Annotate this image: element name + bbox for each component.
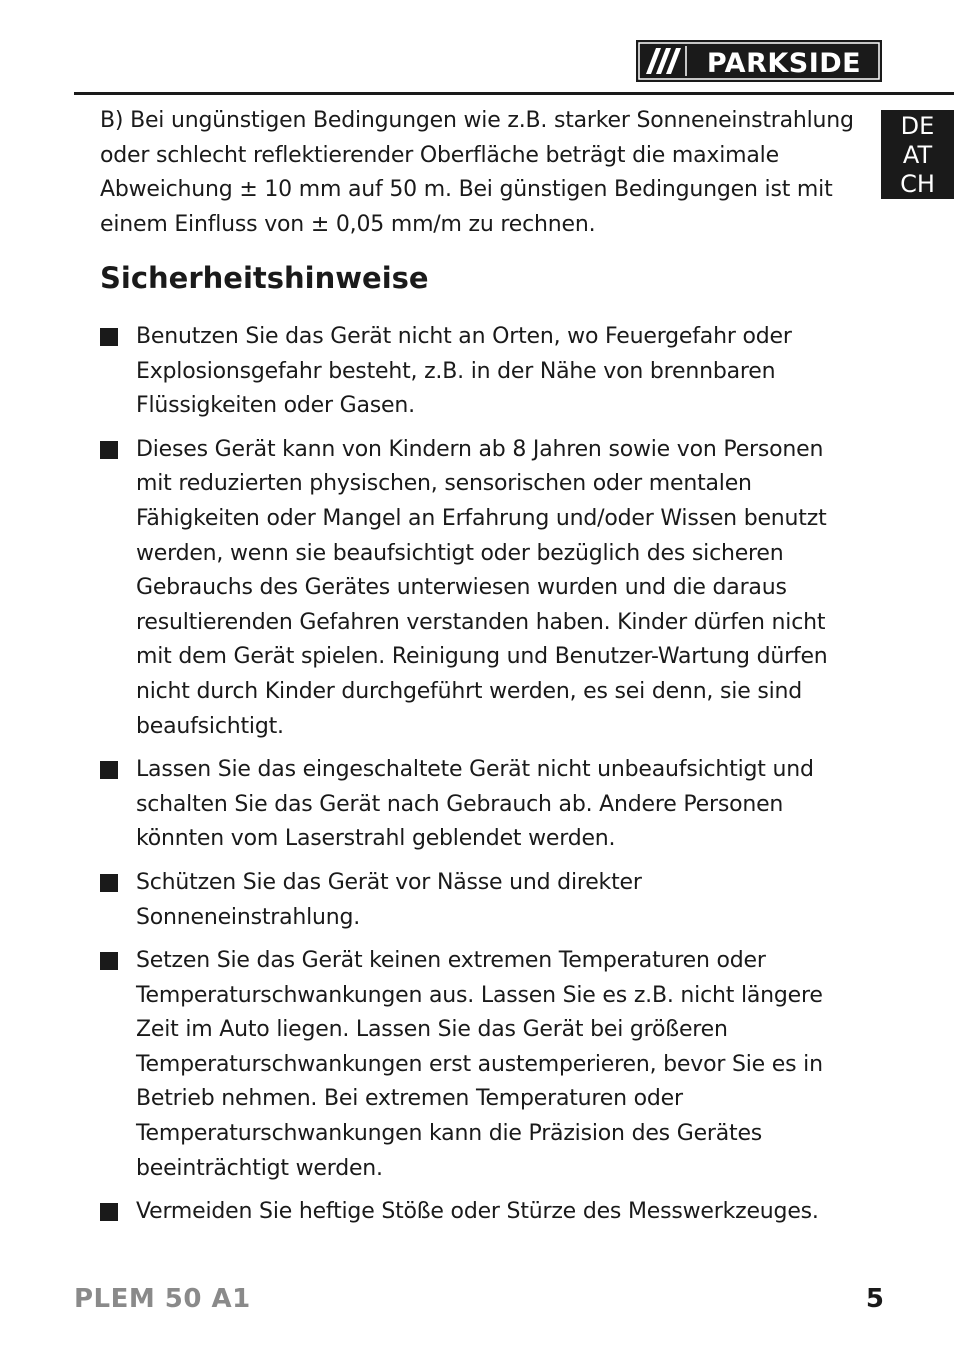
page-number: 5 (865, 1284, 884, 1314)
square-bullet-icon (100, 1203, 118, 1221)
list-item-text: Vermeiden Sie heftige Stöße oder Stürze des Messwerkzeuges. (136, 1199, 819, 1225)
safety-list (100, 320, 860, 1230)
lang-ch: CH (900, 170, 935, 198)
list-item-text: Setzen Sie das Gerät keinen extremen Temperaturen oder Temperaturschwankungen aus. Lassen Sie es z.B. nicht längere Zeit im Auto liegen. Lassen Sie das Gerät bei größeren Temperaturschwankungen erst austemperieren, bevor Sie es in Betrieb nehmen. Bei extremen Temperaturen oder Temperaturschwankungen kann die Präzision des Gerätes beeinträchtigt werden. (136, 948, 823, 1181)
square-bullet-icon (100, 952, 118, 970)
list-item-text: Dieses Gerät kann von Kindern ab 8 Jahren sowie von Personen mit reduzierten physischen, sensorischen oder mentalen Fähigkeiten oder Mangel an Erfahrung und/oder Wissen benutzt werden, wenn sie beaufsichtigt oder bezüglich des sicheren Gebrauchs des Gerätes unterwiesen wurden und die daraus resultierenden Gefahren verstanden haben. Kinder dürfen nicht mit dem Gerät spielen. Reinigung und Benutzer-Wartung dürfen nicht durch Kinder durchgeführt werden, es sei denn, sie sind beaufsichtigt. (136, 436, 828, 739)
brand-text: PARKSIDE (706, 48, 862, 79)
intro-paragraph: B) Bei ungünstigen Bedingungen wie z.B. starker Sonneneinstrahlung oder schlecht reflektierender Oberfläche beträgt die maximale Abweichung ± 10 mm auf 50 m. Bei günstigen Bedingungen ist mit einem Einfluss von ± 0,05 mm/m zu rechnen. (100, 108, 854, 237)
list-item-text: Benutzen Sie das Gerät nicht an Orten, wo Feuergefahr oder Explosionsgefahr besteht, z.B. in der Nähe von brennbaren Flüssigkeiten oder Gasen. (136, 324, 792, 419)
square-bullet-icon (100, 761, 118, 779)
language-tab (881, 110, 954, 199)
list-item (100, 944, 860, 1186)
page-content (100, 104, 860, 1239)
list-item-text: Schützen Sie das Gerät vor Nässe und direkter Sonneneinstrahlung. (136, 869, 642, 930)
square-bullet-icon (100, 874, 118, 892)
section-heading: Sicherheitshinweise (100, 261, 429, 295)
footer-model-number: PLEM 50 A1 (74, 1284, 251, 1314)
list-item (100, 866, 860, 935)
square-bullet-icon (100, 328, 118, 346)
parkside-logo (636, 40, 882, 82)
lang-de: DE (900, 112, 935, 140)
header-rule (74, 92, 954, 95)
list-item (100, 320, 860, 424)
square-bullet-icon (100, 441, 118, 459)
list-item (100, 433, 860, 744)
list-item (100, 1195, 860, 1230)
lang-at: AT (902, 141, 933, 169)
list-item (100, 753, 860, 857)
list-item-text: Lassen Sie das eingeschaltete Gerät nicht unbeaufsichtigt und schalten Sie das Gerät nach Gebrauch ab. Andere Personen könnten vom Laserstrahl geblendet werden. (136, 757, 814, 852)
